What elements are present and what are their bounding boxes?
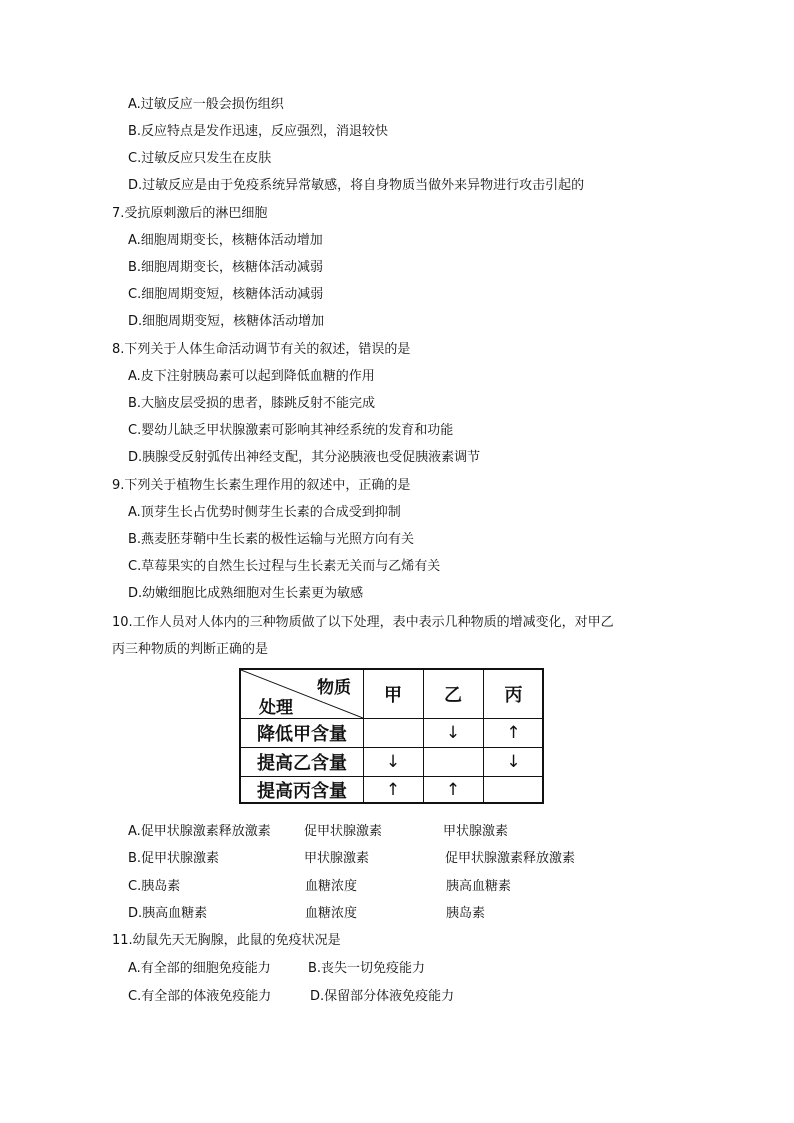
q7-stem: 7.受抗原刺激后的淋巴细胞 <box>112 206 268 221</box>
table-cell <box>423 747 483 776</box>
q8-stem: 8.下列关于人体生命活动调节有关的叙述，错误的是 <box>112 342 411 357</box>
corner-label-substance: 物质 <box>317 677 351 698</box>
row-label: 提高乙含量 <box>257 752 347 774</box>
table-cell: ↓ <box>506 751 521 772</box>
header-yi: 乙 <box>444 685 462 706</box>
q10-option-c-col1: C.胰岛素 <box>128 879 181 894</box>
q10-option-d-col1: D.胰高血糖素 <box>128 906 208 921</box>
q10-stem-line1: 10.工作人员对人体内的三种物质做了以下处理，表中表示几种物质的增减变化，对甲乙 <box>112 615 614 630</box>
q8-option-c: C.婴幼儿缺乏甲状腺激素可影响其神经系统的发育和功能 <box>128 423 454 438</box>
table-cell: ↓ <box>445 722 461 743</box>
q9-stem: 9.下列关于植物生长素生理作用的叙述中，正确的是 <box>112 478 411 493</box>
q11-option-c: C.有全部的体液免疫能力 <box>128 989 272 1004</box>
q9-option-b: B.燕麦胚芽鞘中生长素的极性运输与光照方向有关 <box>128 532 415 547</box>
q11-option-d: D.保留部分体液免疫能力 <box>310 989 455 1004</box>
row-label: 提高丙含量 <box>257 781 347 802</box>
q10-table <box>239 668 544 804</box>
q10-option-d-col2: 血糖浓度 <box>305 906 358 921</box>
header-bing: 丙 <box>504 685 523 706</box>
q8-option-b: B.大脑皮层受损的患者，膝跳反射不能完成 <box>128 396 376 411</box>
q9-option-c: C.草莓果实的自然生长过程与生长素无关而与乙烯有关 <box>128 559 441 574</box>
row-label: 降低甲含量 <box>257 723 347 745</box>
table-cell: ↓ <box>385 751 401 772</box>
q11-stem: 11.幼鼠先天无胸腺，此鼠的免疫状况是 <box>112 933 341 948</box>
q9-option-a: A.顶芽生长占优势时侧芽生长素的合成受到抑制 <box>128 505 401 520</box>
q10-option-b-col3: 促甲状腺激素释放激素 <box>445 851 576 866</box>
q6-option-b: B.反应特点是发作迅速，反应强烈，消退较快 <box>128 124 389 139</box>
q10-option-b-col2: 甲状腺激素 <box>304 851 370 866</box>
q8-option-d: D.胰腺受反射弧传出神经支配，其分泌胰液也受促胰液素调节 <box>128 450 481 465</box>
q10-option-a-col1: A.促甲状腺激素释放激素 <box>128 824 271 839</box>
corner-label-treatment: 处理 <box>259 697 293 718</box>
q7-option-b: B.细胞周期变长，核糖体活动减弱 <box>128 260 324 275</box>
table-cell: ↑ <box>385 780 401 800</box>
q10-option-d-col3: 胰岛素 <box>446 906 486 921</box>
table-cell <box>363 718 423 747</box>
q10-stem-line2: 丙三种物质的判断正确的是 <box>112 642 269 657</box>
q10-option-b-col1: B.促甲状腺激素 <box>128 851 220 866</box>
table-cell: ↑ <box>445 780 461 800</box>
table-cell <box>483 776 544 804</box>
q10-option-a-col2: 促甲状腺激素 <box>304 824 383 839</box>
header-jia: 甲 <box>384 685 402 706</box>
q10-option-c-col2: 血糖浓度 <box>305 879 358 894</box>
q7-option-c: C.细胞周期变短，核糖体活动减弱 <box>128 287 324 302</box>
table-cell: ↑ <box>506 722 521 743</box>
q6-option-a: A.过敏反应一般会损伤组织 <box>128 97 284 112</box>
q10-option-c-col3: 胰高血糖素 <box>446 879 512 894</box>
q7-option-d: D.细胞周期变短，核糖体活动增加 <box>128 314 325 329</box>
q8-option-a: A.皮下注射胰岛素可以起到降低血糖的作用 <box>128 369 375 384</box>
q11-option-a: A.有全部的细胞免疫能力 <box>128 961 271 976</box>
q7-option-a: A.细胞周期变长，核糖体活动增加 <box>128 233 323 248</box>
q10-option-a-col3: 甲状腺激素 <box>443 824 509 839</box>
q9-option-d: D.幼嫩细胞比成熟细胞对生长素更为敏感 <box>128 586 364 601</box>
q6-option-c: C.过敏反应只发生在皮肤 <box>128 151 272 166</box>
q11-option-b: B.丧失一切免疫能力 <box>308 961 426 976</box>
q6-option-d: D.过敏反应是由于免疫系统异常敏感，将自身物质当做外来异物进行攻击引起的 <box>128 178 585 193</box>
